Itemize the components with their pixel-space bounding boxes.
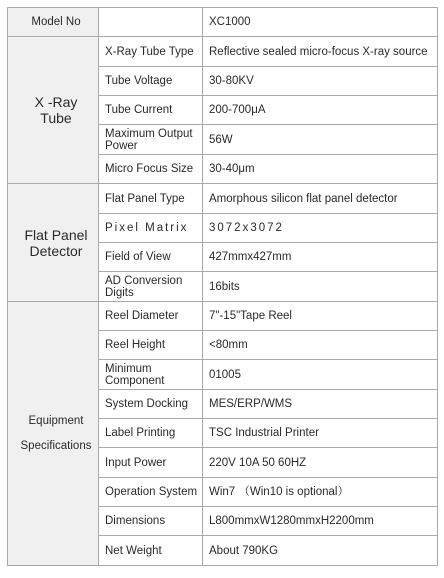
section-name-line: Equipment	[28, 414, 84, 427]
param-label: Micro Focus Size	[99, 155, 203, 184]
param-value: Reflective sealed micro-focus X-ray source	[203, 37, 438, 67]
section-name-line: Detector	[29, 242, 83, 259]
param-value: 7"-15"Tape Reel	[203, 302, 438, 331]
param-value: 220V 10A 50 60HZ	[203, 448, 438, 478]
param-value: Win7 （Win10 is optional）	[203, 478, 438, 507]
param-label: Pixel Matrix	[99, 214, 203, 243]
param-label: X-Ray Tube Type	[99, 37, 203, 67]
table-row	[8, 37, 438, 67]
param-value: MES/ERP/WMS	[203, 390, 438, 419]
param-value: About 790KG	[203, 536, 438, 566]
param-label: Reel Diameter	[99, 302, 203, 331]
param-label: Flat Panel Type	[99, 184, 203, 214]
param-value: 30-80KV	[203, 67, 438, 96]
model-value: XC1000	[203, 8, 438, 37]
param-label: Minimum Component	[99, 360, 203, 390]
param-value: L800mmxW1280mmxH2200mm	[203, 507, 438, 536]
section-equipment-specifications	[8, 302, 99, 566]
param-label: Operation System	[99, 478, 203, 507]
param-label: System Docking	[99, 390, 203, 419]
param-label: Maximum Output Power	[99, 125, 203, 155]
section-flat-panel-detector	[8, 184, 99, 302]
section-xray-tube	[8, 37, 99, 184]
param-value: Amorphous silicon flat panel detector	[203, 184, 438, 214]
param-value: 427mmx427mm	[203, 243, 438, 272]
table-row	[8, 184, 438, 214]
table-row	[8, 302, 438, 331]
param-label: Reel Height	[99, 331, 203, 360]
section-name-line: Flat Panel	[24, 226, 88, 243]
param-value: 56W	[203, 125, 438, 155]
model-label: Model No	[8, 8, 99, 37]
param-value: TSC Industrial Printer	[203, 419, 438, 448]
param-label: Dimensions	[99, 507, 203, 536]
param-value: 01005	[203, 360, 438, 390]
param-value: 16bits	[203, 272, 438, 302]
section-name-line: Tube	[40, 110, 72, 126]
param-label: Field of View	[99, 243, 203, 272]
param-label: Tube Voltage	[99, 67, 203, 96]
param-value: 3072x3072	[203, 214, 438, 243]
param-value: 30-40μm	[203, 155, 438, 184]
param-label: Tube Current	[99, 96, 203, 125]
param-label: AD Conversion Digits	[99, 272, 203, 302]
model-row	[8, 8, 438, 37]
section-name-line: X -Ray	[34, 94, 78, 110]
param-label: Label Printing	[99, 419, 203, 448]
param-label: Net Weight	[99, 536, 203, 566]
param-value: <80mm	[203, 331, 438, 360]
param-value: 200-700μA	[203, 96, 438, 125]
param-label: Input Power	[99, 448, 203, 478]
spec-table	[7, 7, 438, 566]
section-name-line: Specifications	[20, 439, 92, 452]
model-blank-cell	[99, 8, 203, 37]
